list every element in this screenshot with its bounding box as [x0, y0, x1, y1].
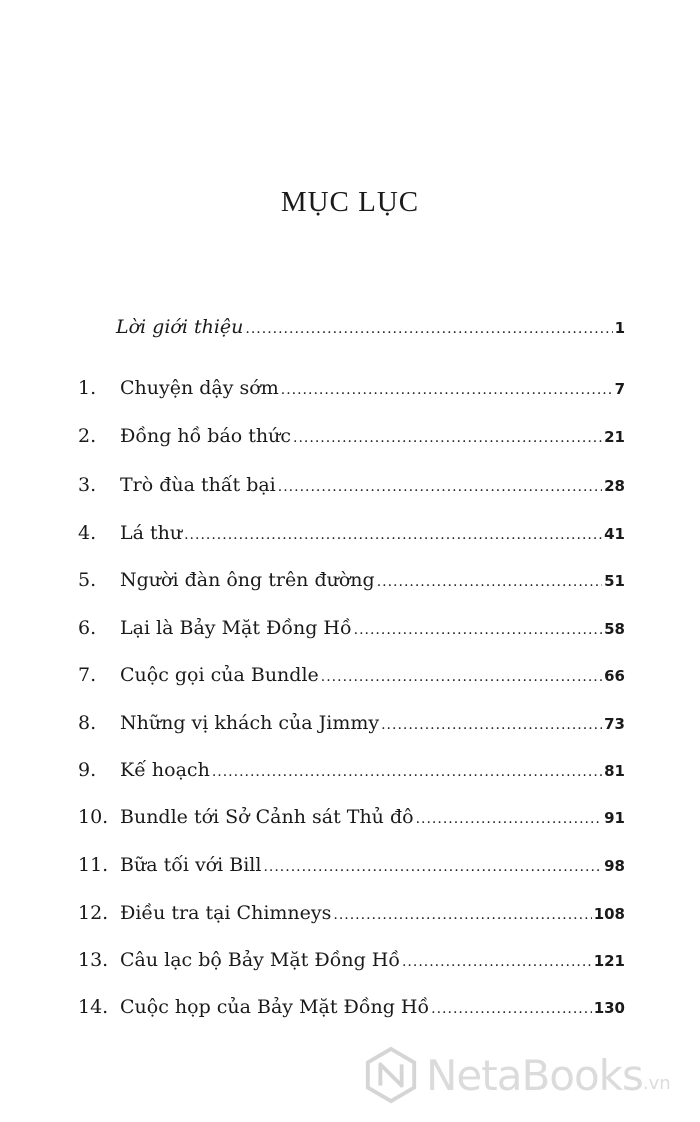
watermark-suffix: .vn [642, 1073, 671, 1094]
toc-entry-title: Cuộc họp của Bảy Mặt Đồng Hồ [120, 996, 430, 1018]
toc-entry[interactable] [78, 377, 625, 407]
toc-entry-title: Lại là Bảy Mặt Đồng Hồ [120, 617, 352, 639]
toc-dot-leader [293, 430, 602, 446]
toc-dot-leader [212, 764, 602, 780]
toc-dot-leader [263, 859, 602, 875]
toc-entry[interactable] [78, 806, 625, 836]
toc-entry-page: 41 [604, 525, 625, 543]
toc-entry-title: Câu lạc bộ Bảy Mặt Đồng Hồ [120, 949, 400, 971]
toc-entry-page: 91 [604, 809, 625, 827]
toc-entry-title: Trò đùa thất bại [120, 474, 276, 496]
toc-entry-number: 2. [78, 425, 97, 447]
watermark-text: NetaBooks [426, 1050, 643, 1100]
toc-dot-leader [321, 669, 602, 685]
toc-dot-leader [377, 574, 602, 590]
toc-entry-title: Kế hoạch [120, 759, 210, 781]
toc-entry-title: Đồng hồ báo thức [120, 425, 292, 447]
toc-entry[interactable] [78, 759, 625, 789]
toc-entry-number: 5. [78, 569, 97, 591]
toc-entry-title: Cuộc gọi của Bundle [120, 664, 319, 686]
toc-entry-number: 9. [78, 759, 97, 781]
toc-dot-leader [245, 321, 612, 337]
toc-entry-page: 81 [604, 762, 625, 780]
toc-dot-leader [381, 717, 602, 733]
toc-entry-page: 7 [614, 380, 625, 398]
toc-entry-intro[interactable] [78, 316, 625, 346]
toc-entry-page: 58 [604, 620, 625, 638]
netabooks-watermark [362, 1046, 671, 1104]
toc-entry-page: 108 [593, 905, 625, 923]
toc-entry-page: 1 [614, 319, 625, 337]
toc-entry-title: Điều tra tại Chimneys [120, 902, 332, 924]
toc-dot-leader [354, 622, 603, 638]
toc-entry[interactable] [78, 522, 625, 552]
toc-entry-title: Người đàn ông trên đường [120, 569, 375, 591]
toc-dot-leader [281, 382, 613, 398]
toc-entry-page: 121 [593, 952, 625, 970]
toc-entry-page: 66 [604, 667, 625, 685]
toc-dot-leader [416, 811, 603, 827]
toc-entry[interactable] [78, 569, 625, 599]
toc-entry[interactable] [78, 949, 625, 979]
toc-entry[interactable] [78, 996, 625, 1026]
toc-entry-page: 21 [604, 428, 625, 446]
toc-entry[interactable] [78, 617, 625, 647]
toc-dot-leader [184, 527, 602, 543]
toc-dot-leader [431, 1001, 592, 1017]
toc-entry-number: 7. [78, 664, 97, 686]
toc-entry-title: Lá thư [120, 522, 183, 544]
toc-entry[interactable] [78, 902, 625, 932]
toc-entry[interactable] [78, 712, 625, 742]
toc-entry-page: 73 [604, 715, 625, 733]
toc-entry-page: 28 [604, 477, 625, 495]
toc-dot-leader [333, 907, 591, 923]
toc-entry[interactable] [78, 664, 625, 694]
toc-entry[interactable] [78, 474, 625, 504]
page-title: MỤC LỤC [280, 186, 420, 218]
toc-entry[interactable] [78, 425, 625, 455]
toc-entry-number: 13. [78, 949, 109, 971]
toc-entry[interactable] [78, 854, 625, 884]
toc-entry-number: 6. [78, 617, 97, 639]
toc-entry-page: 98 [604, 857, 625, 875]
toc-entry-number: 12. [78, 902, 109, 924]
toc-entry-number: 3. [78, 474, 97, 496]
toc-entry-title: Lời giới thiệu [116, 316, 244, 338]
netabooks-logo-icon [362, 1046, 420, 1104]
toc-entry-title: Những vị khách của Jimmy [120, 712, 380, 734]
toc-entry-number: 1. [78, 377, 97, 399]
toc-entry-number: 14. [78, 996, 109, 1018]
toc-entry-number: 10. [78, 806, 109, 828]
toc-entry-title: Bữa tối với Bill [120, 854, 262, 876]
toc-entry-number: 8. [78, 712, 97, 734]
toc-dot-leader [278, 479, 602, 495]
toc-entry-number: 11. [78, 854, 109, 876]
toc-entry-number: 4. [78, 522, 97, 544]
toc-entry-title: Bundle tới Sở Cảnh sát Thủ đô [120, 806, 414, 828]
toc-entry-page: 130 [593, 999, 625, 1017]
toc-entry-page: 51 [604, 572, 625, 590]
toc-entry-title: Chuyện dậy sớm [120, 377, 279, 399]
toc-dot-leader [402, 954, 592, 970]
